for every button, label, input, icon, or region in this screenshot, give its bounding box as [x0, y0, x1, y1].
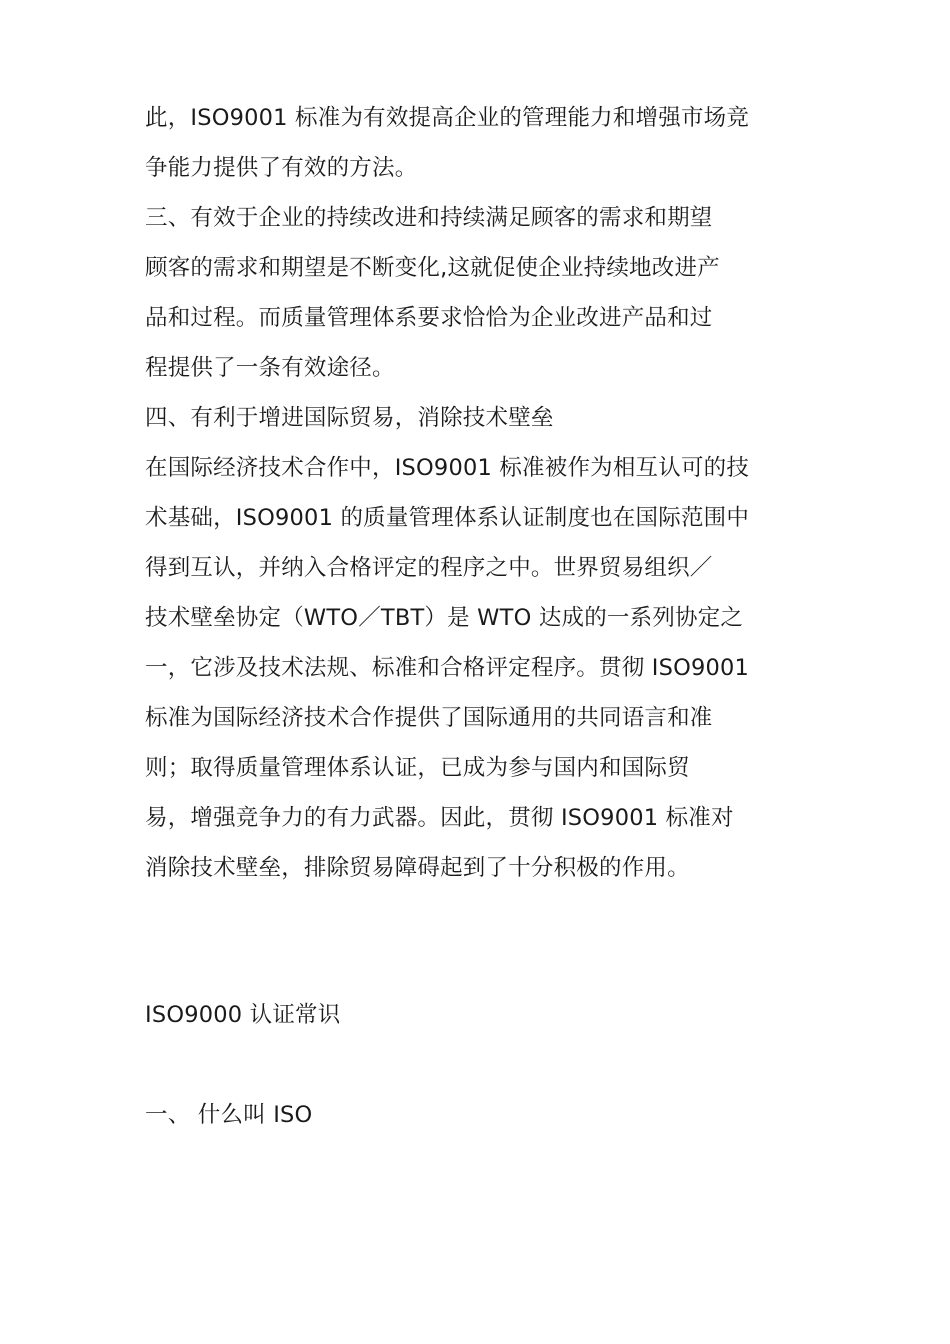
subsection-title: 一、 什么叫 ISO [145, 1102, 313, 1128]
section-title: ISO9000 认证常识 [145, 1002, 341, 1028]
section-heading-4: 四、有利于增进国际贸易，消除技术壁垒 [145, 405, 554, 431]
paragraph-line: 争能力提供了有效的方法。 [145, 155, 418, 181]
paragraph-line: 程提供了一条有效途径。 [145, 355, 395, 381]
paragraph-line: 品和过程。而质量管理体系要求恰恰为企业改进产品和过 [145, 305, 713, 331]
section-heading-3: 三、有效于企业的持续改进和持续满足顾客的需求和期望 [145, 205, 713, 231]
paragraph-line: 技术壁垒协定（WTO／TBT）是 WTO 达成的一系列协定之 [145, 605, 744, 631]
paragraph-line: 一，它涉及技术法规、标准和合格评定程序。贯彻 ISO9001 [145, 655, 750, 681]
paragraph-line: 标准为国际经济技术合作提供了国际通用的共同语言和准 [145, 705, 713, 731]
paragraph-line: 消除技术壁垒，排除贸易障碍起到了十分积极的作用。 [145, 855, 690, 881]
paragraph-line: 顾客的需求和期望是不断变化,这就促使企业持续地改进产 [145, 255, 720, 281]
paragraph-line: 在国际经济技术合作中，ISO9001 标准被作为相互认可的技 [145, 455, 750, 481]
paragraph-line: 易，增强竞争力的有力武器。因此，贯彻 ISO9001 标准对 [145, 805, 734, 831]
paragraph-line: 得到互认，并纳入合格评定的程序之中。世界贸易组织／ [145, 555, 713, 581]
paragraph-line: 术基础，ISO9001 的质量管理体系认证制度也在国际范围中 [145, 505, 750, 531]
paragraph-line: 则；取得质量管理体系认证，已成为参与国内和国际贸 [145, 755, 690, 781]
paragraph-line: 此，ISO9001 标准为有效提高企业的管理能力和增强市场竞 [145, 105, 750, 131]
